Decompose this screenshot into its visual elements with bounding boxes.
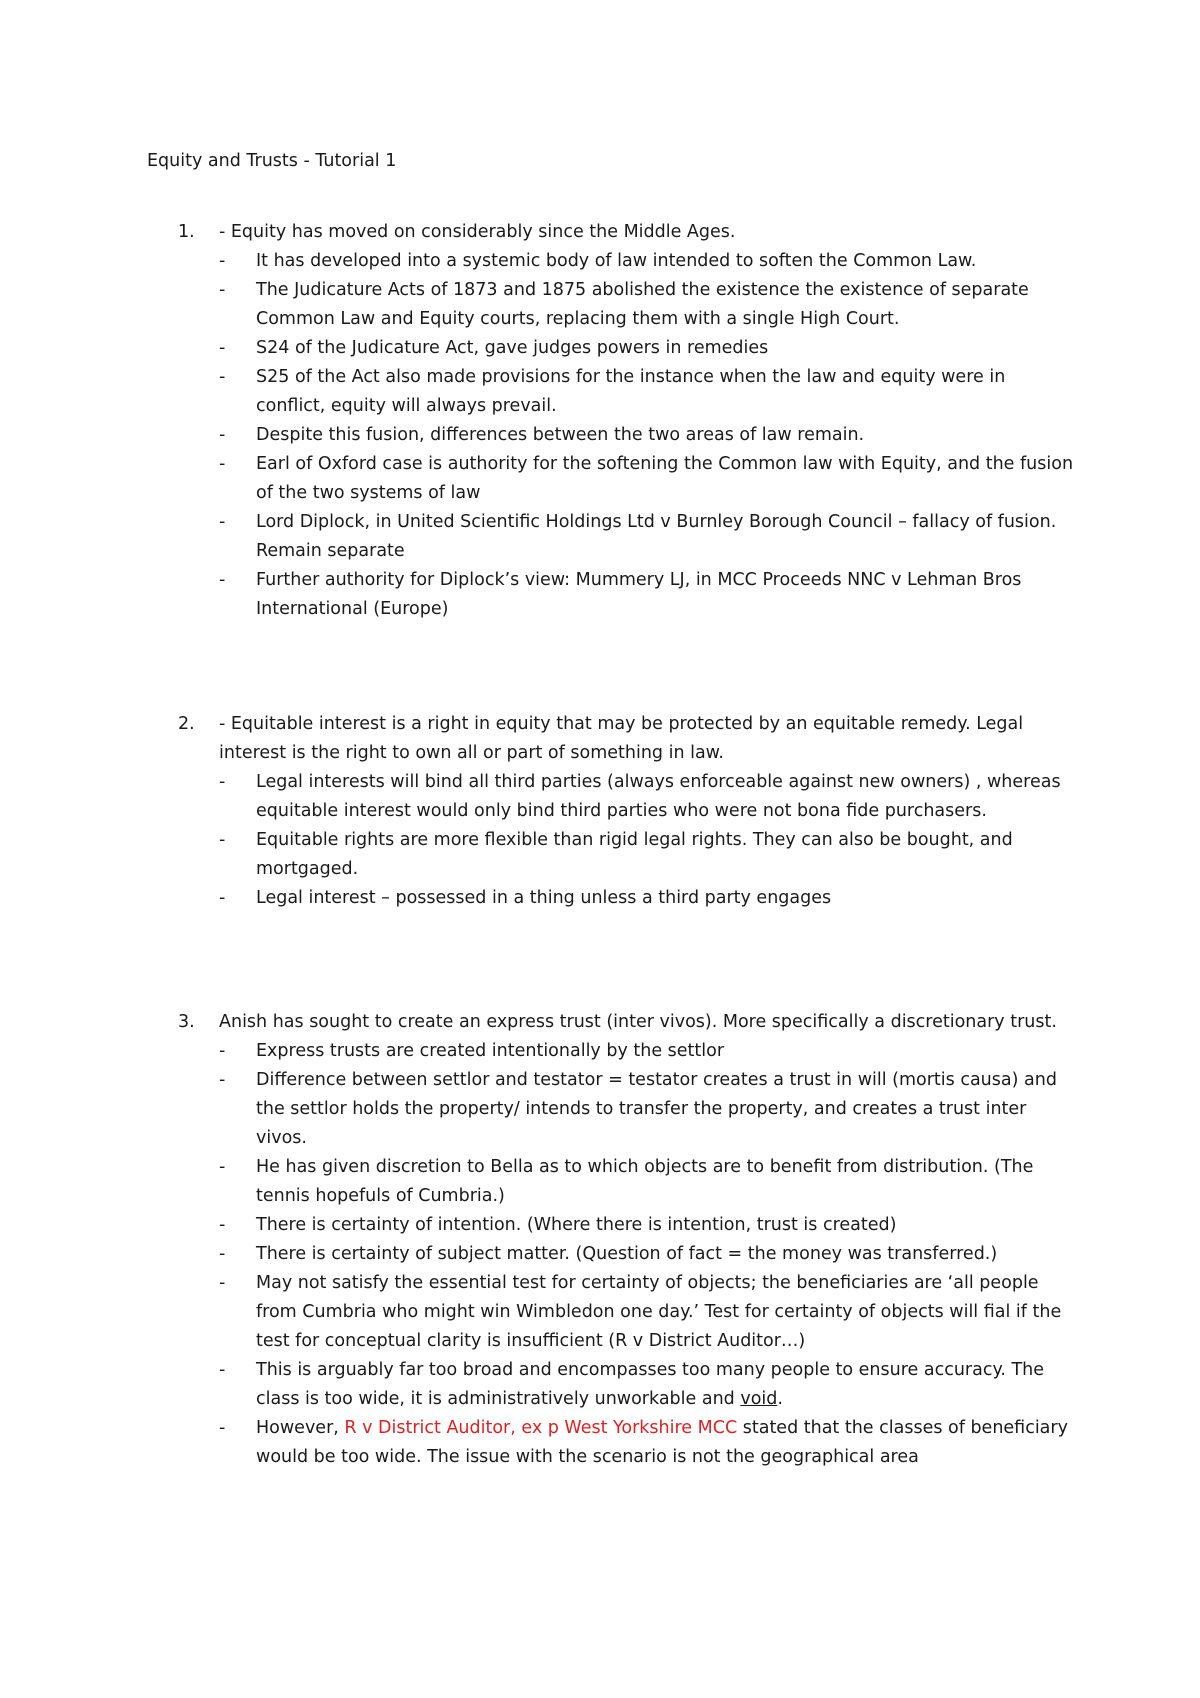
question-lead: - Equitable interest is a right in equity that may be protected by an equitable remedy. Legal interest is the right to own all or part of something in law. bbox=[219, 714, 1024, 763]
dash-marker: - bbox=[219, 280, 226, 300]
list-item bbox=[219, 1066, 1079, 1153]
list-item bbox=[219, 1356, 1079, 1414]
list-item bbox=[219, 768, 1079, 826]
dash-marker: - bbox=[219, 570, 226, 590]
dash-marker: - bbox=[219, 338, 226, 358]
list-item-text bbox=[256, 1360, 1044, 1409]
list-item bbox=[219, 1037, 1079, 1066]
list-item bbox=[219, 276, 1079, 334]
dash-marker: - bbox=[219, 1070, 226, 1090]
list-item bbox=[219, 1211, 1079, 1240]
dash-marker: - bbox=[219, 367, 226, 387]
list-item-text: Legal interest – possessed in a thing unless a third party engages bbox=[256, 888, 832, 908]
list-item-text: Legal interests will bind all third parties (always enforceable against new owners) , whereas equitable interest would only bind third parties who were not bona fide purchasers. bbox=[256, 772, 1061, 821]
question-lead: - Equity has moved on considerably since the Middle Ages. bbox=[219, 222, 736, 242]
question-body bbox=[219, 218, 1079, 624]
list-item-text: Earl of Oxford case is authority for the softening the Common law with Equity, and the fusion of the two systems of law bbox=[256, 454, 1074, 503]
dash-marker: - bbox=[219, 888, 226, 908]
dash-marker: - bbox=[219, 1360, 226, 1380]
document-title: Equity and Trusts - Tutorial 1 bbox=[147, 151, 397, 171]
bullet-list bbox=[219, 768, 1079, 913]
dash-marker: - bbox=[219, 454, 226, 474]
list-item bbox=[219, 1153, 1079, 1211]
dash-marker: - bbox=[219, 1273, 226, 1293]
text-segment: However, bbox=[256, 1418, 345, 1438]
list-item-text: It has developed into a systemic body of law intended to soften the Common Law. bbox=[256, 251, 977, 271]
list-item bbox=[219, 884, 1079, 913]
dash-marker: - bbox=[219, 830, 226, 850]
list-item bbox=[219, 566, 1079, 624]
list-item bbox=[219, 1414, 1079, 1472]
list-item-text: Express trusts are created intentionally by the settlor bbox=[256, 1041, 725, 1061]
list-item bbox=[219, 363, 1079, 421]
dash-marker: - bbox=[219, 1244, 226, 1264]
text-segment: This is arguably far too broad and encompasses too many people to ensure accuracy. The class is too wide, it is administratively unworkable and bbox=[256, 1360, 1044, 1409]
list-item bbox=[219, 1269, 1079, 1356]
question-lead: Anish has sought to create an express trust (inter vivos). More specifically a discretionary trust. bbox=[219, 1012, 1057, 1032]
question-body bbox=[219, 1008, 1079, 1472]
text-segment: . bbox=[777, 1389, 783, 1409]
list-item-text: Lord Diplock, in United Scientific Holdings Ltd v Burnley Borough Council – fallacy of fusion. Remain separate bbox=[256, 512, 1057, 561]
dash-marker: - bbox=[219, 1041, 226, 1061]
underlined-word: void bbox=[740, 1389, 778, 1409]
list-item bbox=[219, 421, 1079, 450]
dash-marker: - bbox=[219, 425, 226, 445]
list-item-text: He has given discretion to Bella as to which objects are to benefit from distribution. (The tennis hopefuls of Cumbria.) bbox=[256, 1157, 1034, 1206]
list-item-text: The Judicature Acts of 1873 and 1875 abolished the existence the existence of separate Common Law and Equity courts, replacing them with a single High Court. bbox=[256, 280, 1029, 329]
question-body bbox=[219, 710, 1079, 913]
list-item-text: Difference between settlor and testator = testator creates a trust in will (mortis causa) and the settlor holds the property/ intends to transfer the property, and creates a trust inter vivos. bbox=[256, 1070, 1057, 1148]
question-number: 1. bbox=[178, 222, 195, 242]
list-item bbox=[219, 334, 1079, 363]
list-item bbox=[219, 1240, 1079, 1269]
list-item-text: S25 of the Act also made provisions for the instance when the law and equity were in conflict, equity will always prevail. bbox=[256, 367, 1006, 416]
dash-marker: - bbox=[219, 772, 226, 792]
text-segment: stated that the classes of beneficiary would be too wide. The issue with the scenario is not the geographical area bbox=[256, 1418, 1068, 1467]
question-number: 2. bbox=[178, 714, 195, 734]
bullet-list bbox=[219, 1037, 1079, 1472]
list-item bbox=[219, 508, 1079, 566]
list-item-text: There is certainty of intention. (Where there is intention, trust is created) bbox=[256, 1215, 897, 1235]
question-number: 3. bbox=[178, 1012, 195, 1032]
list-item-text: May not satisfy the essential test for certainty of objects; the beneficiaries are ‘all people from Cumbria who might win Wimbledon one day.’ Test for certainty of objects will fial if the test for conceptual clarity is insufficient (R v District Auditor…) bbox=[256, 1273, 1062, 1351]
case-citation: R v District Auditor, ex p West Yorkshire MCC bbox=[344, 1418, 738, 1438]
list-item-text: There is certainty of subject matter. (Question of fact = the money was transferred.) bbox=[256, 1244, 998, 1264]
list-item bbox=[219, 826, 1079, 884]
dash-marker: - bbox=[219, 251, 226, 271]
dash-marker: - bbox=[219, 1215, 226, 1235]
dash-marker: - bbox=[219, 1157, 226, 1177]
list-item-text: Despite this fusion, differences between the two areas of law remain. bbox=[256, 425, 865, 445]
list-item-text: Further authority for Diplock’s view: Mummery LJ, in MCC Proceeds NNC v Lehman Bros International (Europe) bbox=[256, 570, 1022, 619]
list-item-text bbox=[256, 1418, 1068, 1467]
bullet-list bbox=[219, 247, 1079, 624]
dash-marker: - bbox=[219, 1418, 226, 1438]
list-item bbox=[219, 247, 1079, 276]
list-item-text: Equitable rights are more flexible than rigid legal rights. They can also be bought, and mortgaged. bbox=[256, 830, 1013, 879]
list-item-text: S24 of the Judicature Act, gave judges powers in remedies bbox=[256, 338, 769, 358]
list-item bbox=[219, 450, 1079, 508]
dash-marker: - bbox=[219, 512, 226, 532]
